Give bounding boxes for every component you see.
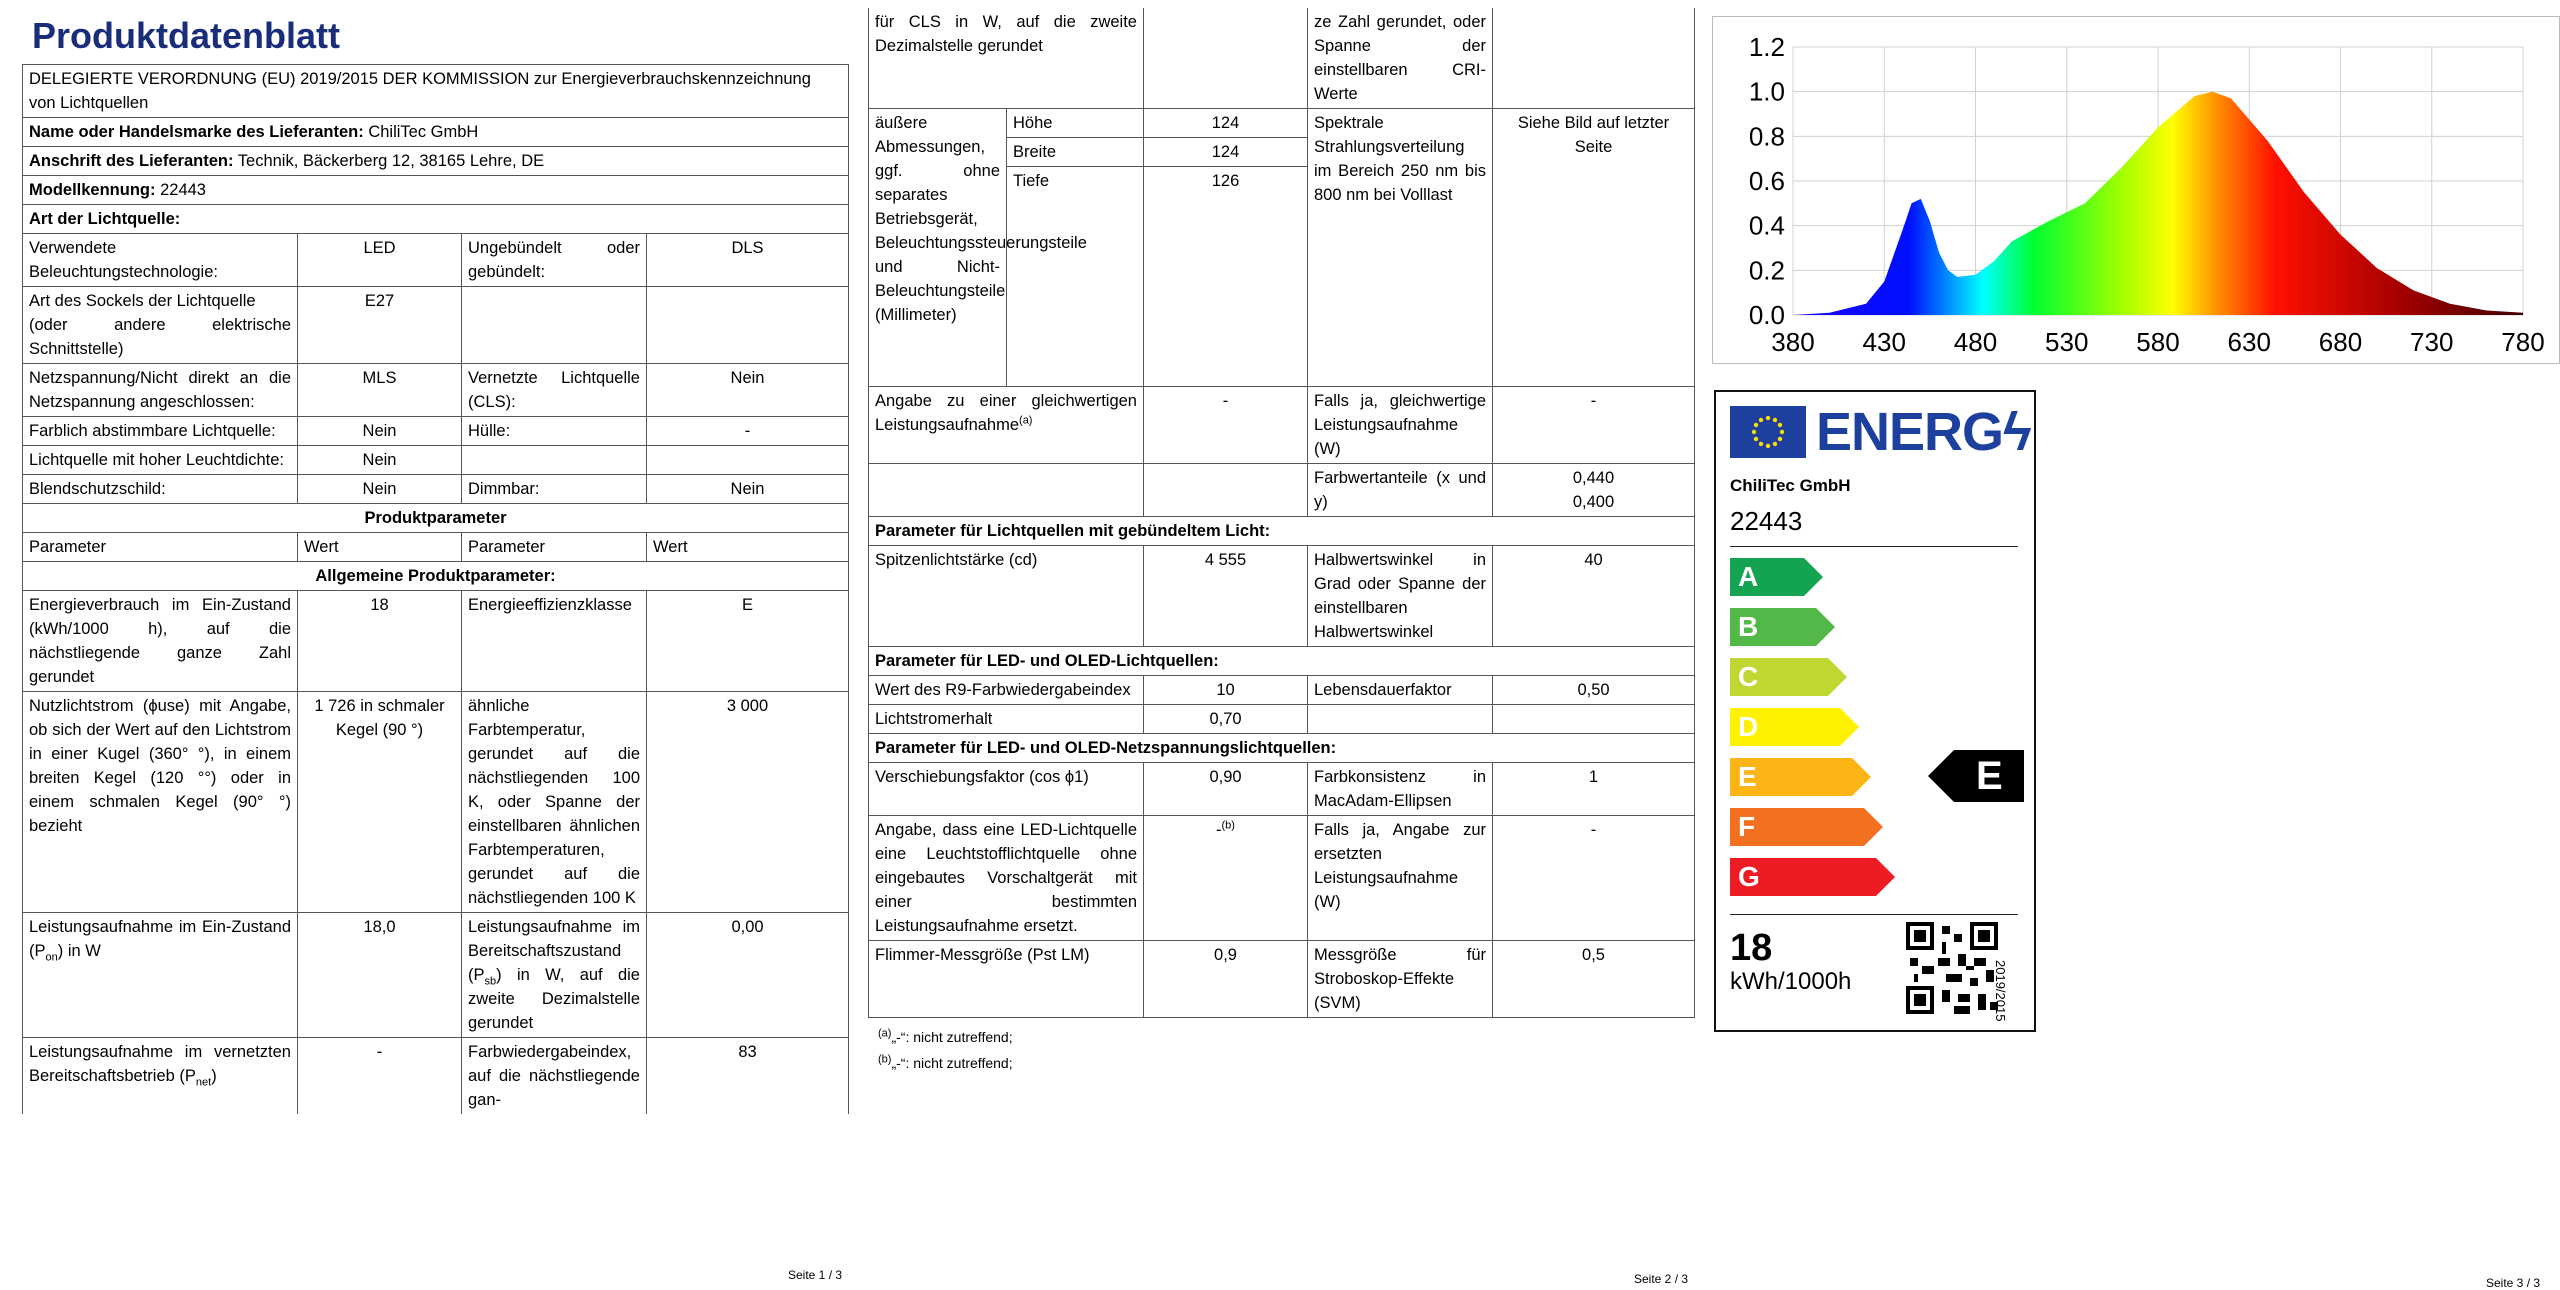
cell (23, 287, 298, 364)
cell-text: ) in W, auf die zweite Dezimalstelle gerundet (468, 966, 640, 1032)
cell: E27 (298, 287, 462, 364)
column-header: Parameter (462, 533, 647, 562)
cell: Halbwertswinkel in Grad oder Spanne der einstellbaren Halbwertswinkel (1308, 546, 1493, 647)
section-heading: Produktparameter (23, 504, 849, 533)
energy-label (1714, 390, 2036, 1032)
x-tick-label: 480 (1953, 327, 1998, 357)
subscript: net (195, 1076, 212, 1089)
page-number: Seite 1 / 3 (788, 1268, 843, 1282)
cell: Tiefe (1007, 167, 1144, 387)
cell: Verschiebungsfaktor (cos ϕ1) (869, 763, 1144, 816)
energy-class-f (1730, 808, 1884, 846)
spectral-distribution-chart (1712, 16, 2560, 364)
energy-word: ENERG (1816, 402, 2004, 462)
cell: Nutzlichtstrom (ϕuse) mit Angabe, ob sich der Wert auf den Lichtstrom in einer Kugel (360° °), in einem breiten Kegel (120 °°) oder in einem schmalen Kegel (90° °) bezieht (23, 692, 298, 913)
product-table-continued (868, 8, 1695, 1018)
cell: Messgröße für Stroboskop-Effekte (SVM) (1308, 941, 1493, 1018)
energy-class-b (1730, 608, 1836, 646)
cell: 83 (647, 1038, 849, 1115)
superscript: (b) (1221, 819, 1235, 832)
subscript: on (45, 951, 58, 964)
divider (1730, 914, 2018, 915)
superscript: (a) (1019, 414, 1033, 427)
cell: 0,90 (1144, 763, 1308, 816)
address-value: Technik, Bäckerberg 12, 38165 Lehre, DE (237, 152, 545, 170)
footnote-b (868, 1050, 1694, 1076)
cell: Wert des R9-Farbwiedergabeindex (869, 676, 1144, 705)
cell (462, 287, 647, 364)
cell: Falls ja, Angabe zur ersetzten Leistungsaufnahme (W) (1308, 816, 1493, 941)
energy-class-letter: B (1738, 611, 1759, 642)
cell: Nein (298, 446, 462, 475)
cell-text: (oder andere elektrische Schnittstelle) (29, 316, 291, 358)
cell: 18,0 (298, 913, 462, 1038)
cell: DLS (647, 234, 849, 287)
cell: 124 (1144, 138, 1308, 167)
cell (1144, 8, 1308, 109)
qr-code-icon (1906, 922, 1998, 1014)
energy-class-e (1730, 758, 1872, 796)
subscript: sb (484, 975, 497, 988)
cell: Nein (647, 364, 849, 417)
cell: Energieeffizienzklasse (462, 591, 647, 692)
supplier-row (23, 118, 849, 147)
footnote-text: „-“: nicht zutreffend; (891, 1055, 1013, 1071)
supplier-value: ChiliTec GmbH (368, 123, 479, 141)
page-3 (1712, 0, 2560, 1290)
cell: 126 (1144, 167, 1308, 387)
cell: Hülle: (462, 417, 647, 446)
cell (1493, 464, 1695, 517)
footnote-a (868, 1024, 1694, 1050)
x-tick-label: 780 (2501, 327, 2545, 357)
cell (1144, 464, 1308, 517)
lightning-icon: ϟ (2003, 402, 2031, 462)
section-heading: Allgemeine Produktparameter: (23, 562, 849, 591)
x-tick-label: 380 (1771, 327, 1815, 357)
cell-text: Leistungsaufnahme im Bereitschaftszustand (P (468, 918, 640, 984)
section-heading: Parameter für LED- und OLED-Lichtquellen: (869, 647, 1695, 676)
cell-text: Angabe zu einer gleichwertigen Leistungsaufnahme (875, 392, 1137, 434)
divider (1730, 546, 2018, 547)
cell: 40 (1493, 546, 1695, 647)
energy-class-letter: A (1738, 561, 1759, 592)
cell: 0,70 (1144, 705, 1308, 734)
model-value: 22443 (160, 181, 206, 199)
energy-consumption-value: 18 (1730, 927, 1773, 969)
product-table (22, 64, 849, 1114)
x-tick-label: 580 (2136, 327, 2180, 357)
page-number: Seite 2 / 3 (1634, 1272, 1689, 1286)
cell: 10 (1144, 676, 1308, 705)
cell: 0,5 (1493, 941, 1695, 1018)
x-tick-label: 630 (2227, 327, 2271, 357)
cell: Falls ja, gleichwertige Leistungsaufnahme (W) (1308, 387, 1493, 464)
cell-text: ) (211, 1067, 217, 1085)
cell: - (1493, 387, 1695, 464)
footnote-marker: (b) (878, 1053, 892, 1066)
cell: Verwendete Beleuchtungstechnologie: (23, 234, 298, 287)
column-header: Wert (647, 533, 849, 562)
energy-class-letter: E (1738, 761, 1757, 792)
y-tick-label: 0.6 (1748, 166, 1785, 196)
cell: Lichtstromerhalt (869, 705, 1144, 734)
cell-text: - (1216, 821, 1222, 839)
x-axis (1771, 327, 2544, 357)
cell-text: ) in W (57, 942, 101, 960)
cell (1493, 705, 1695, 734)
cell: Lichtquelle mit hoher Leuchtdichte: (23, 446, 298, 475)
cell: Blendschutzschild: (23, 475, 298, 504)
cell: Angabe, dass eine LED-Lichtquelle eine Leuchtstofflichtquelle ohne eingebautes Vorschaltgerät mit einer bestimmten Leistungsaufnahme ersetzt. (869, 816, 1144, 941)
cell: Farbwertanteile (x und y) (1308, 464, 1493, 517)
cell (1308, 705, 1493, 734)
column-header: Wert (298, 533, 462, 562)
cell: 124 (1144, 109, 1308, 138)
cell: Nein (647, 475, 849, 504)
cell: Dimmbar: (462, 475, 647, 504)
cell: Breite (1007, 138, 1144, 167)
cell (647, 287, 849, 364)
cell-text: 0,400 (1572, 493, 1615, 511)
y-tick-label: 1.0 (1748, 76, 1785, 107)
cell: LED (298, 234, 462, 287)
y-tick-label: 1.2 (1748, 32, 1785, 62)
y-tick-label: 0.8 (1748, 121, 1785, 152)
cell: Lebensdauerfaktor (1308, 676, 1493, 705)
x-tick-label: 430 (1862, 327, 1906, 357)
cell: - (1144, 387, 1308, 464)
y-tick-label: 0.0 (1748, 300, 1785, 330)
page-1 (22, 0, 848, 1287)
cell: Energieverbrauch im Ein-Zustand (kWh/1000 h), auf die nächstliegende ganze Zahl gerundet (23, 591, 298, 692)
cell: äußere Abmessungen, ggf. ohne separates Betriebsgerät, Beleuchtungssteuerungsteile und Nicht-Beleuchtungsteile (Millimeter) (869, 109, 1007, 387)
cell: ze Zahl gerundet, oder Spanne der einstellbaren CRI-Werte (1308, 8, 1493, 109)
cell: - (298, 1038, 462, 1115)
footnote-text: „-“: nicht zutreffend; (891, 1029, 1013, 1045)
section-heading: Parameter für Lichtquellen mit gebündeltem Licht: (869, 517, 1695, 546)
cell: 0,00 (647, 913, 849, 1038)
cell: 0,50 (1493, 676, 1695, 705)
cell (23, 913, 298, 1038)
cell: E (647, 591, 849, 692)
cell (23, 1038, 298, 1115)
cell: 0,9 (1144, 941, 1308, 1018)
model-row (23, 176, 849, 205)
cell (869, 387, 1144, 464)
footnote-marker: (a) (878, 1027, 892, 1040)
cell: Vernetzte Lichtquelle (CLS): (462, 364, 647, 417)
address-row (23, 147, 849, 176)
cell: - (1493, 816, 1695, 941)
cell: Spitzenlichtstärke (cd) (869, 546, 1144, 647)
current-class: E (1976, 754, 2003, 798)
energy-class-c (1730, 658, 1848, 696)
energy-wordmark (1816, 400, 2031, 464)
cell: Farbwiedergabeindex, auf die nächstliegende gan- (462, 1038, 647, 1115)
cell (1493, 8, 1695, 109)
cell: ähnliche Farbtemperatur, gerundet auf die nächstliegenden 100 K, oder Spanne der einstellbaren ähnlichen Farbtemperaturen, gerundet auf die nächstliegenden 100 K (462, 692, 647, 913)
address-label: Anschrift des Lieferanten: (29, 152, 234, 170)
cell-text: Art des Sockels der Lichtquelle (29, 292, 256, 310)
x-tick-label: 530 (2045, 327, 2089, 357)
regulation-number: 2019/2015 (1993, 960, 2008, 1022)
column-header: Parameter (23, 533, 298, 562)
energy-class-letter: F (1738, 811, 1756, 842)
energy-class-letter: C (1738, 661, 1759, 692)
cell: 1 726 in schmaler Kegel (90 °) (298, 692, 462, 913)
cell-text: Leistungsaufnahme im vernetzten Bereitschaftsbetrieb (P (29, 1043, 291, 1085)
y-tick-label: 0.4 (1748, 210, 1785, 241)
current-class-indicator (1928, 750, 2024, 802)
cell (869, 464, 1144, 517)
cell: Höhe (1007, 109, 1144, 138)
cell: Flimmer-Messgröße (Pst LM) (869, 941, 1144, 1018)
label-supplier: ChiliTec GmbH (1730, 476, 1851, 495)
cell: Netzspannung/Nicht direkt an die Netzspannung angeschlossen: (23, 364, 298, 417)
supplier-label: Name oder Handelsmarke des Lieferanten: (29, 123, 364, 141)
cell-text: 0,440 (1572, 469, 1615, 487)
cell: 3 000 (647, 692, 849, 913)
cell (462, 446, 647, 475)
cell-text: Leistungsaufnahme im Ein-Zustand (P (29, 918, 291, 960)
x-tick-label: 730 (2410, 327, 2454, 357)
energy-class-g (1730, 858, 1896, 896)
cell (462, 913, 647, 1038)
page-number: Seite 3 / 3 (2486, 1276, 2541, 1290)
energy-class-letter: D (1738, 711, 1759, 742)
energy-consumption-unit: kWh/1000h (1730, 968, 1852, 995)
cell: für CLS in W, auf die zweite Dezimalstelle gerundet (869, 8, 1144, 109)
eu-flag-icon (1730, 406, 1806, 458)
cell (647, 446, 849, 475)
cell: 18 (298, 591, 462, 692)
energy-class-a (1730, 558, 1824, 596)
section-heading: Parameter für LED- und OLED-Netzspannungslichtquellen: (869, 734, 1695, 763)
cell: - (647, 417, 849, 446)
cell: Farbkonsistenz in MacAdam-Ellipsen (1308, 763, 1493, 816)
energy-class-d (1730, 708, 1860, 746)
cell: Nein (298, 475, 462, 504)
regulation-text: DELEGIERTE VERORDNUNG (EU) 2019/2015 DER KOMMISSION zur Energieverbrauchskennzeichnung von Lichtquellen (23, 65, 849, 118)
y-tick-label: 0.2 (1748, 255, 1785, 286)
x-tick-label: 680 (2318, 327, 2363, 357)
cell: Spektrale Strahlungsverteilung im Bereich 250 nm bis 800 nm bei Volllast (1308, 109, 1493, 387)
label-model: 22443 (1730, 506, 1803, 536)
page-2 (868, 0, 1694, 1287)
energy-class-letter: G (1738, 861, 1760, 892)
model-label: Modellkennung: (29, 181, 156, 199)
cell: 1 (1493, 763, 1695, 816)
cell: Farblich abstimmbare Lichtquelle: (23, 417, 298, 446)
y-axis (1749, 32, 1785, 330)
page-title: Produktdatenblatt (32, 15, 341, 56)
cell: Nein (298, 417, 462, 446)
cell: MLS (298, 364, 462, 417)
cell: Siehe Bild auf letzter Seite (1493, 109, 1695, 387)
type-heading: Art der Lichtquelle: (23, 205, 849, 234)
cell: 4 555 (1144, 546, 1308, 647)
cell: Ungebündelt oder gebündelt: (462, 234, 647, 287)
cell (1144, 816, 1308, 941)
